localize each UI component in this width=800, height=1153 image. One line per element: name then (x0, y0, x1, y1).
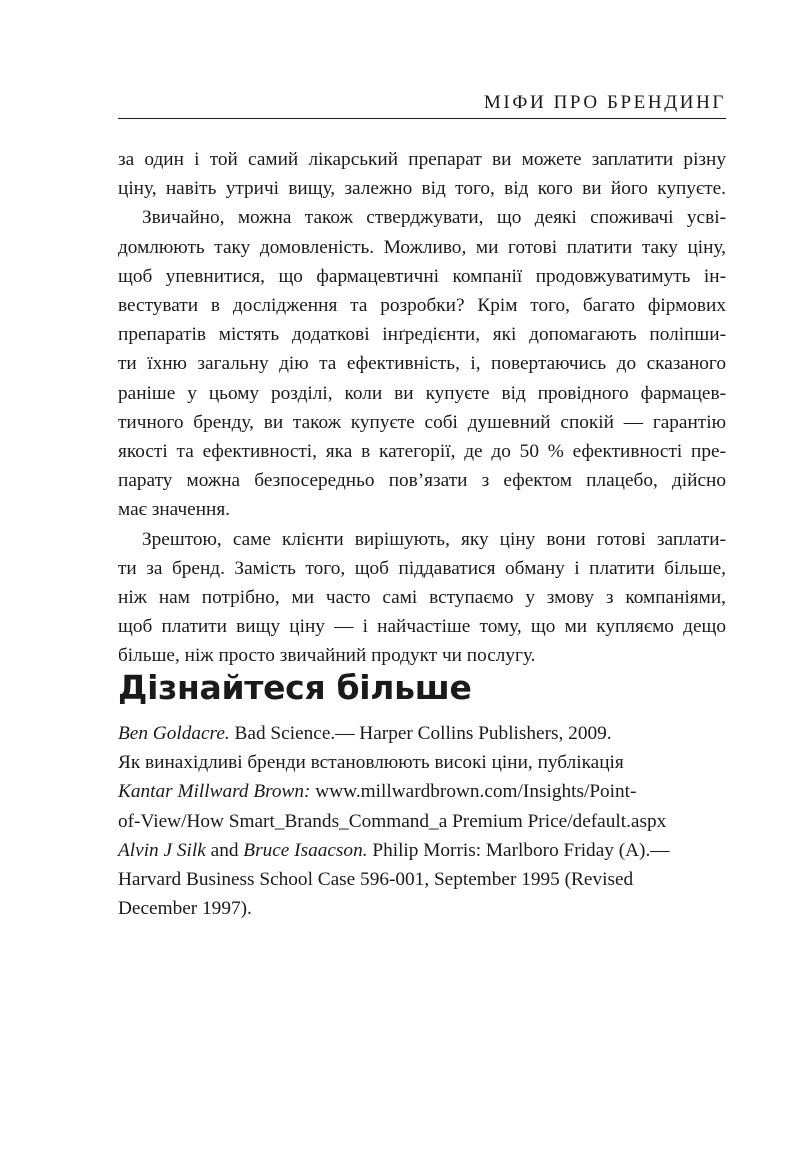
running-header: МІФИ ПРО БРЕНДИНГ (483, 92, 726, 113)
reference-link: of-View/How Smart_Brands_Command_a Premium Price/default.aspx (118, 810, 667, 832)
text-line: ціну, навіть утричі вищу, залежно від того, від кого ви його купуєте. (118, 178, 726, 200)
paragraph-2-end (118, 495, 726, 524)
paragraph-1 (118, 145, 726, 203)
reference-text: December 1997). (118, 898, 252, 920)
header-rule (118, 118, 726, 119)
text-line: Звичайно, можна також стверджувати, що деякі споживачі усві- (142, 207, 726, 229)
paragraph-3 (118, 525, 726, 642)
text-line: ніж нам потрібно, ми часто самі вступаємо у змову з компаніями, (118, 587, 726, 609)
section-heading: Дізнайтеся більше (118, 668, 472, 707)
text-line: Зрештою, саме клієнти вирішують, яку ціну вони готові заплати- (142, 528, 726, 550)
text-line: парату можна безпосередньо пов’язати з ефектом плацебо, дійсно (118, 470, 726, 492)
reference-link: www.millwardbrown.com/Insights/Point- (310, 781, 637, 803)
reference-text: Philip Morris: Marlboro Friday (A).— (367, 839, 670, 861)
text-line: ти за бренд. Замість того, щоб піддаватися обману і платити більше, (118, 557, 726, 579)
reference-item (118, 748, 728, 836)
text-line: раніше у цьому розділі, коли ви купуєте від провідного фармацев- (118, 382, 726, 404)
reference-text: Bad Science.— Harper Collins Publishers, 2009. (229, 723, 612, 744)
references-list (118, 719, 728, 923)
text-line: препаратів містять додаткові інґредієнти, які допомагають поліпши- (118, 324, 726, 346)
text-line: щоб платити вищу ціну — і найчастіше тому, що ми купляємо дещо (118, 616, 726, 638)
reference-author: Kantar Millward Brown: (118, 781, 311, 803)
paragraph-2 (118, 203, 726, 495)
text-line: якості та ефективності, яка в категорії, де до 50 % ефективності пре- (118, 441, 726, 463)
reference-text: Як винахідливі бренди встановлюють високі ціни, публікація (118, 752, 624, 774)
text-line: має значення. (118, 499, 231, 521)
text-line: вестувати в дослідження та розробки? Крім того, багато фірмових (118, 295, 726, 317)
reference-item (118, 836, 728, 924)
reference-author: Bruce Isaacson. (243, 839, 368, 861)
text-line: щоб упевнитися, що фармацевтичні компанії продовжуватимуть ін- (118, 265, 726, 287)
text-line: домлюють таку домовленість. Можливо, ми готові платити таку ціну, (118, 236, 726, 258)
reference-text: and (205, 839, 244, 861)
body-text (118, 145, 726, 671)
text-line: ти їхню загальну дію та ефективність, і, повертаючись до сказаного (118, 353, 726, 375)
reference-text: Harvard Business School Case 596-001, September 1995 (Revised (118, 869, 634, 891)
text-line: більше, ніж просто звичайний продукт чи послугу. (118, 645, 536, 667)
reference-author: Ben Goldacre. (118, 723, 230, 744)
text-line: тичного бренду, ви також купуєте собі душевний спокій — гарантію (118, 411, 726, 433)
reference-item (118, 719, 728, 748)
reference-author: Alvin J Silk (118, 839, 206, 861)
text-line: за один і той самий лікарський препарат ви можете заплатити різну (118, 149, 726, 170)
